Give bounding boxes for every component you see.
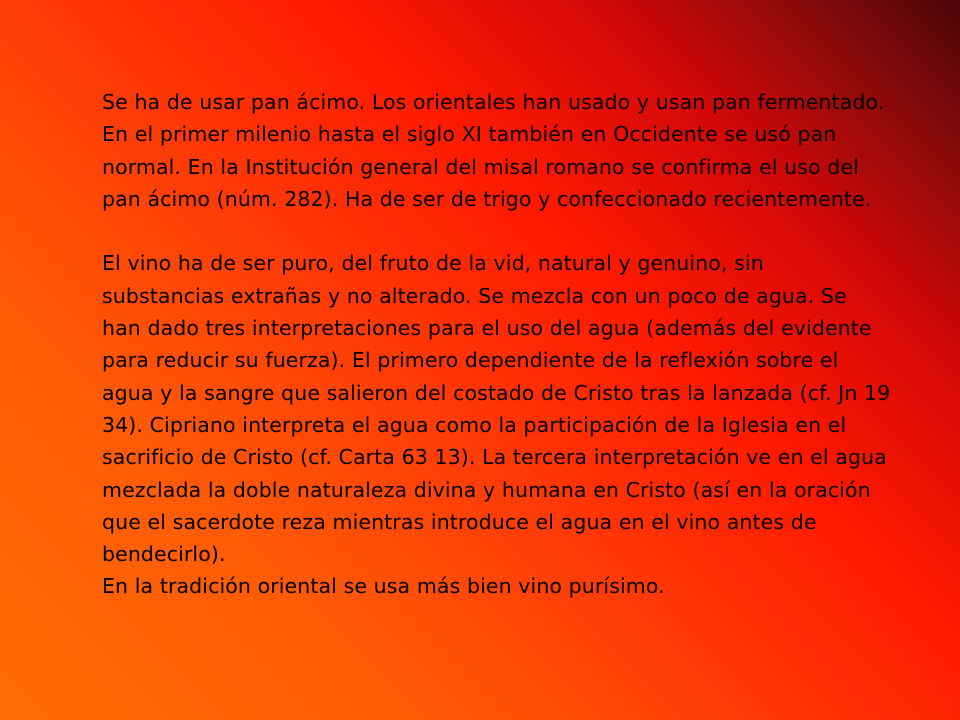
- paragraph-spacer: [102, 215, 892, 247]
- paragraph-wine: El vino ha de ser puro, del fruto de la vid, natural y genuino, sin substancias extrañas y no alterado. Se mezcla con un poco de agua. Se han dado tres interpretaciones para el uso del agua (además del evidente para reducir su fuerza). El primero dependiente de la reflexión sobre el agua y la sangre que salieron del costado de Cristo tras la lanzada (cf. Jn 19 34). Cipriano interpreta el agua como la participación de la Iglesia en el sacrificio de Cristo (cf. Carta 63 13). La tercera interpretación ve en el agua mezclada la doble naturaleza divina y humana en Cristo (así en la oración que el sacerdote reza mientras introduce el agua en el vino antes de bendecirlo).: [102, 251, 891, 567]
- slide-text-box: [102, 86, 892, 603]
- paragraph-oriental-tradition: En la tradición oriental se usa más bien vino purísimo.: [102, 574, 665, 599]
- paragraph-bread: Se ha de usar pan ácimo. Los orientales han usado y usan pan fermentado. En el primer milenio hasta el siglo XI también en Occidente se usó pan normal. En la Institución general del misal romano se confirma el uso del pan ácimo (núm. 282). Ha de ser de trigo y confeccionado recientemente.: [102, 90, 885, 211]
